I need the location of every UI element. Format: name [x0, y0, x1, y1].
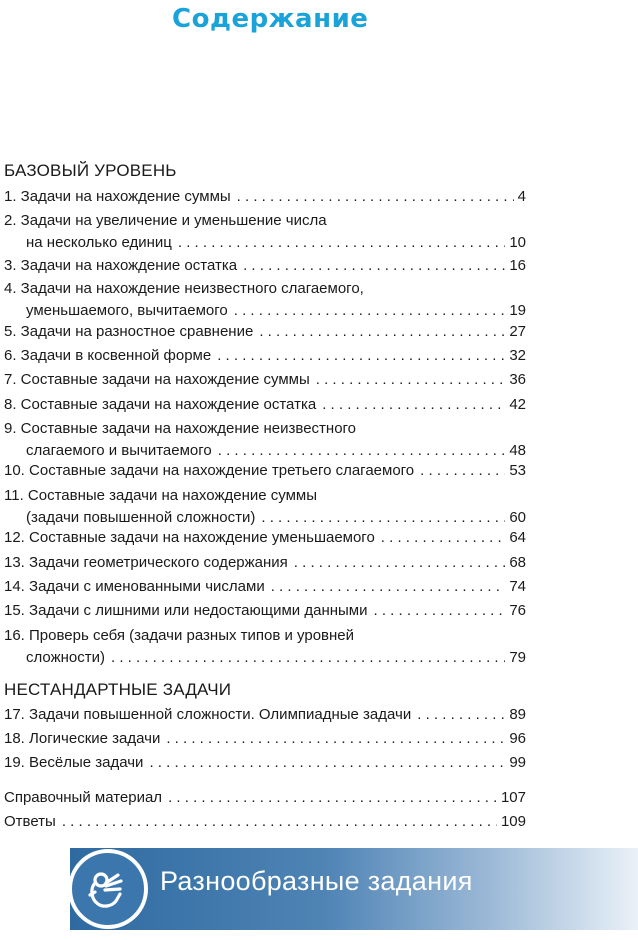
leader-dots [217, 345, 505, 367]
page-number: 107 [500, 789, 526, 806]
leader-dots [417, 704, 505, 726]
entry-title: 8. Составные задачи на нахождение остатка [4, 396, 317, 413]
page-number: 109 [500, 813, 526, 830]
entry-title: 17. Задачи повышенной сложности. Олимпиадные задачи [4, 706, 412, 723]
page-number: 68 [509, 554, 526, 571]
entry-title: 18. Логические задачи [4, 730, 161, 747]
leader-dots [381, 527, 506, 549]
entry-title: 13. Задачи геометрического содержания [4, 554, 288, 571]
entry-title: 12. Составные задачи на нахождение уменьшаемого [4, 529, 375, 546]
page-number: 53 [509, 462, 526, 479]
entry-title: 5. Задачи на разностное сравнение [4, 323, 254, 340]
page-number: 42 [509, 396, 526, 413]
leader-dots [243, 255, 505, 277]
leader-dots [149, 752, 505, 774]
page-number: 36 [509, 371, 526, 388]
page-number: 79 [509, 649, 526, 666]
entry-title: 4. Задачи на нахождение неизвестного слагаемого, [4, 280, 364, 297]
entry-title: 7. Составные задачи на нахождение суммы [4, 371, 310, 388]
entry-title: 19. Весёлые задачи [4, 754, 144, 771]
toc-entry[interactable] [4, 485, 526, 529]
entry-title-continued: на несколько единиц [26, 234, 172, 251]
toc-entry[interactable] [4, 255, 526, 277]
toc-entry[interactable] [4, 704, 526, 726]
page-number: 60 [509, 509, 526, 526]
page-number: 4 [517, 188, 526, 205]
entry-title-continued: (задачи повышенной сложности) [26, 509, 256, 526]
entry-title: 2. Задачи на увеличение и уменьшение числа [4, 212, 327, 229]
page-number: 99 [509, 754, 526, 771]
entry-title: 9. Составные задачи на нахождение неизвестного [4, 420, 357, 437]
page-number: 16 [509, 257, 526, 274]
hand-gesture-icon [68, 849, 148, 929]
entry-title: 1. Задачи на нахождение суммы [4, 188, 231, 205]
page-number: 89 [509, 706, 526, 723]
entry-title: Справочный материал [4, 789, 163, 806]
toc-entry[interactable] [4, 787, 526, 809]
page-number: 32 [509, 347, 526, 364]
entry-title: Ответы [4, 813, 56, 830]
page-title: Содержание [172, 4, 369, 34]
page-number: 96 [509, 730, 526, 747]
leader-dots [166, 728, 505, 750]
leader-dots [218, 440, 506, 462]
toc-entry[interactable] [4, 527, 526, 549]
entry-title-continued: уменьшаемого, вычитаемого [26, 302, 228, 319]
page-number: 19 [509, 302, 526, 319]
leader-dots [322, 394, 505, 416]
leader-dots [271, 576, 506, 598]
leader-dots [111, 647, 505, 669]
page-number: 10 [509, 234, 526, 251]
entry-title-continued: сложности) [26, 649, 105, 666]
section-heading-nonstandard: НЕСТАНДАРТНЫЕ ЗАДАЧИ [4, 680, 232, 699]
page-number: 74 [509, 578, 526, 595]
toc-entry[interactable] [4, 552, 526, 574]
entry-title-continued: слагаемого и вычитаемого [26, 442, 212, 459]
toc-entry[interactable] [4, 321, 526, 343]
banner-label: Разнообразные задания [160, 866, 473, 896]
toc-entry[interactable] [4, 728, 526, 750]
toc-entry[interactable] [4, 752, 526, 774]
leader-dots [178, 232, 505, 254]
page-number: 64 [509, 529, 526, 546]
entry-title: 14. Задачи с именованными числами [4, 578, 265, 595]
section-heading-basic: БАЗОВЫЙ УРОВЕНЬ [4, 161, 177, 180]
toc-entry[interactable] [4, 369, 526, 391]
leader-dots [62, 811, 497, 833]
entry-title: 6. Задачи в косвенной форме [4, 347, 212, 364]
toc-entry[interactable] [4, 625, 526, 669]
toc-entry[interactable] [4, 345, 526, 367]
entry-title: 11. Составные задачи на нахождение суммы [4, 487, 317, 504]
toc-entry[interactable] [4, 210, 526, 254]
leader-dots [261, 507, 505, 529]
leader-dots [259, 321, 505, 343]
entry-title: 16. Проверь себя (задачи разных типов и уровней [4, 627, 355, 644]
page-number: 76 [509, 602, 526, 619]
toc-entry[interactable] [4, 418, 526, 462]
toc-entry[interactable] [4, 600, 526, 622]
leader-dots [168, 787, 497, 809]
toc-entry[interactable] [4, 576, 526, 598]
page-number: 48 [509, 442, 526, 459]
leader-dots [237, 186, 514, 208]
leader-dots [316, 369, 506, 391]
leader-dots [294, 552, 506, 574]
entry-title: 10. Составные задачи на нахождение третьего слагаемого [4, 462, 415, 479]
leader-dots [234, 300, 506, 322]
entry-title: 3. Задачи на нахождение остатка [4, 257, 238, 274]
page-number: 27 [509, 323, 526, 340]
entry-title: 15. Задачи с лишними или недостающими данными [4, 602, 368, 619]
toc-entry[interactable] [4, 394, 526, 416]
toc-entry[interactable] [4, 811, 526, 833]
toc-entry[interactable] [4, 278, 526, 322]
toc-entry[interactable] [4, 460, 526, 482]
leader-dots [373, 600, 505, 622]
toc-entry[interactable] [4, 186, 526, 208]
leader-dots [420, 460, 505, 482]
